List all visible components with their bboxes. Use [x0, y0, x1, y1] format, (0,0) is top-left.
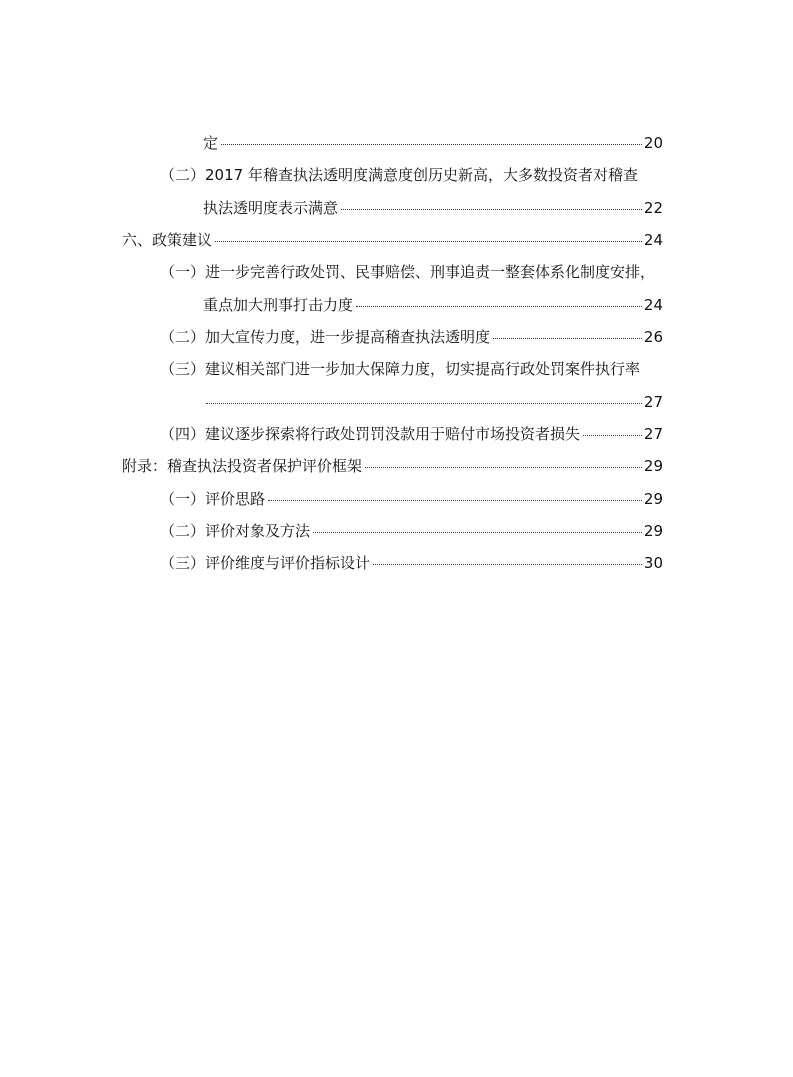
toc-entry[interactable] [203, 295, 663, 315]
toc-entry-text: 评价维度与评价指标设计 [205, 554, 371, 572]
toc-entry[interactable] [160, 359, 640, 379]
toc-page-number: 27 [643, 425, 663, 443]
toc-entry-text: 加大宣传力度，进一步提高稽查执法透明度 [205, 328, 491, 346]
toc-entry[interactable] [160, 424, 663, 444]
toc-page-number: 20 [643, 134, 663, 152]
dot-leader [313, 531, 642, 533]
toc-entry-text: 重点加大刑事打击力度 [203, 296, 354, 314]
toc-entry[interactable] [122, 230, 663, 250]
toc-entry[interactable] [160, 553, 663, 573]
dot-leader [356, 305, 642, 307]
toc-entry-prefix: （一） [160, 263, 206, 281]
toc-entry-prefix: （三） [160, 554, 206, 572]
toc-entry-prefix: （二） [160, 522, 206, 540]
toc-page-number: 26 [643, 328, 663, 346]
dot-leader [215, 240, 642, 242]
toc-entry-prefix: （二） [160, 166, 206, 184]
toc-entry-prefix: （三） [160, 360, 206, 378]
toc-page-number: 29 [643, 457, 663, 475]
toc-entry-text: 定 [203, 134, 219, 152]
toc-page-number: 27 [643, 393, 663, 411]
toc-entry-text: 进一步完善行政处罚、民事赔偿、刑事追责一整套体系化制度安排， [205, 263, 656, 281]
toc-entry[interactable] [203, 133, 663, 153]
toc-page-number: 24 [643, 231, 663, 249]
toc-entry[interactable] [203, 198, 663, 218]
toc-page-number: 29 [643, 490, 663, 508]
toc-entry[interactable] [160, 521, 663, 541]
toc-page-number: 30 [643, 554, 663, 572]
toc-entry[interactable] [160, 327, 663, 347]
toc-entry-text: 2017 年稽查执法透明度满意度创历史新高，大多数投资者对稽查 [205, 166, 638, 184]
dot-leader [583, 434, 642, 436]
toc-entry-text: 执法透明度表示满意 [203, 199, 339, 217]
toc-entry-prefix: （二） [160, 328, 206, 346]
toc-page-number: 22 [643, 199, 663, 217]
toc-page-number: 29 [643, 522, 663, 540]
dot-leader [206, 402, 642, 404]
toc-entry-text: 评价思路 [205, 490, 266, 508]
toc-entry[interactable] [122, 456, 663, 476]
dot-leader [341, 208, 642, 210]
toc-page-number: 24 [643, 296, 663, 314]
toc-entry[interactable] [160, 262, 655, 282]
toc-entry[interactable] [160, 165, 638, 185]
toc-entry[interactable] [160, 489, 663, 509]
toc-entry-text: 建议相关部门进一步加大保障力度，切实提高行政处罚案件执行率 [205, 360, 641, 378]
toc-entry-text: 附录：稽查执法投资者保护评价框架 [122, 457, 363, 475]
toc-entry-text: 评价对象及方法 [205, 522, 311, 540]
dot-leader [373, 563, 642, 565]
toc-entry-prefix: （四） [160, 425, 206, 443]
toc-entry-prefix: （一） [160, 490, 206, 508]
dot-leader [365, 466, 642, 468]
dot-leader [268, 499, 642, 501]
toc-entry-text: 建议逐步探索将行政处罚罚没款用于赔付市场投资者损失 [205, 425, 581, 443]
dot-leader [221, 143, 642, 145]
toc-entry[interactable] [203, 392, 663, 412]
toc-entry-text: 六、政策建议 [122, 231, 213, 249]
dot-leader [493, 337, 642, 339]
